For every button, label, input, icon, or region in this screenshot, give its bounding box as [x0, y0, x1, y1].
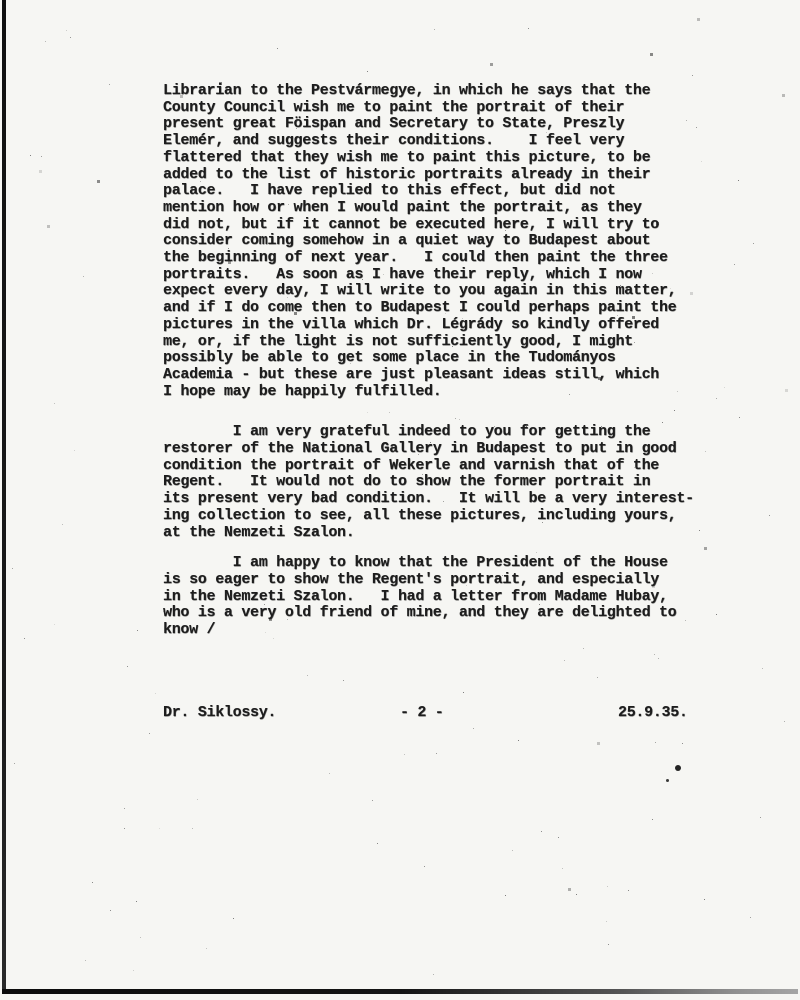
text-line: Regent. It would not do to show the former portrait in: [163, 473, 651, 491]
text-line: palace. I have replied to this effect, but did not: [163, 182, 616, 200]
text-line: County Council wish me to paint the portrait of their: [163, 98, 625, 116]
text-line: Elemér, and suggests their conditions. I feel very: [163, 132, 625, 150]
text-line: at the Nemzeti Szalon.: [163, 523, 355, 541]
text-line: ing collection to see, all these pictures, including yours,: [163, 506, 677, 524]
text-line: added to the list of historic portraits already in their: [163, 165, 651, 183]
text-line: and if I do come then to Budapest I could perhaps paint the: [163, 299, 677, 317]
text-line: I am happy to know that the President of the House: [163, 554, 668, 572]
scan-noise-speckles: [0, 0, 1, 1]
text-line: pictures in the villa which Dr. Légrády so kindly offered: [163, 315, 659, 333]
text-line: condition the portrait of Wekerle and varnish that of the: [163, 456, 659, 474]
scan-bottom-border: [2, 989, 798, 994]
text-line: its present very bad condition. It will be a very interest-: [163, 490, 694, 508]
text-line: I am very grateful indeed to you for getting the: [163, 423, 651, 441]
text-line: consider coming somehow in a quiet way to Budapest about: [163, 232, 651, 250]
text-line: the beginning of next year. I could then paint the three: [163, 249, 668, 267]
text-line: Academia - but these are just pleasant ideas still, which: [163, 365, 659, 383]
text-line: who is a very old friend of mine, and they are delighted to: [163, 604, 677, 622]
footer-date: 25.9.35.: [618, 704, 688, 721]
text-line: portraits. As soon as I have their reply, which I now: [163, 265, 642, 283]
scan-left-border: [2, 0, 6, 993]
letter-body: [163, 83, 738, 639]
text-line: did not, but if it cannot be executed here, I will try to: [163, 215, 659, 233]
text-line: I hope may be happily fulfilled.: [163, 382, 442, 400]
ink-spot: [675, 765, 681, 771]
text-line: possibly be able to get some place in the Tudományos: [163, 349, 616, 367]
text-line: know /: [163, 621, 216, 639]
text-line: expect every day, I will write to you again in this matter,: [163, 282, 677, 300]
text-line: restorer of the National Gallery in Budapest to put in good: [163, 440, 677, 458]
paragraph: [163, 424, 738, 541]
text-line: flattered that they wish me to paint this picture, to be: [163, 148, 651, 166]
paragraph: [163, 555, 738, 639]
text-line: is so eager to show the Regent's portrait, and especially: [163, 570, 659, 588]
text-line: present great Föispan and Secretary to State, Preszly: [163, 115, 625, 133]
footer-author: Dr. Siklossy.: [163, 704, 277, 721]
text-line: Librarian to the Pestvármegye, in which he says that the: [163, 82, 651, 99]
text-line: me, or, if the light is not sufficiently good, I might: [163, 332, 633, 350]
text-line: mention how or when I would paint the portrait, as they: [163, 198, 642, 216]
page-footer: [0, 704, 800, 724]
footer-page-number: - 2 -: [400, 704, 444, 721]
text-line: in the Nemzeti Szalon. I had a letter from Madame Hubay,: [163, 587, 668, 605]
paragraph: [163, 83, 738, 400]
ink-spot-small: [666, 779, 669, 782]
